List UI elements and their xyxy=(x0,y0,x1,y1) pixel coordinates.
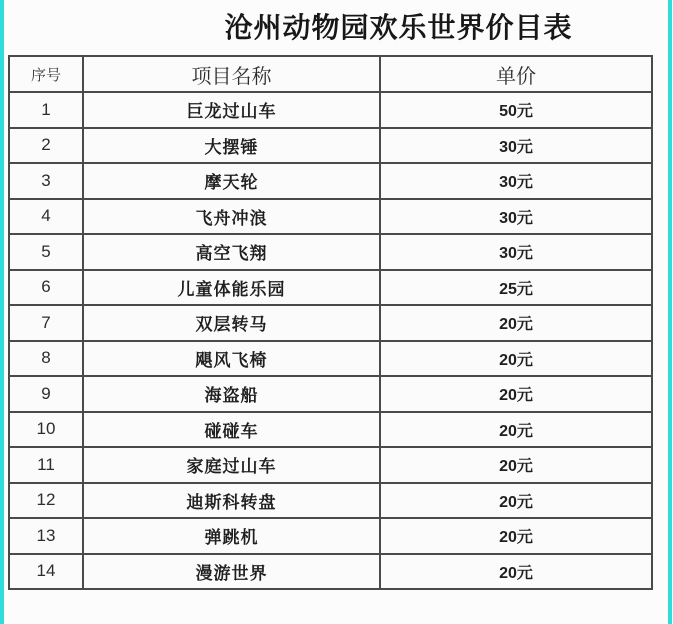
item-name-cell: 高空飞翔 xyxy=(83,234,380,270)
price-cell: 30元 xyxy=(380,163,652,199)
price-cell: 20元 xyxy=(380,483,652,519)
item-name-cell: 弹跳机 xyxy=(83,518,380,554)
table-row xyxy=(9,305,652,341)
item-name-cell: 家庭过山车 xyxy=(83,447,380,483)
item-name-cell: 巨龙过山车 xyxy=(83,92,380,128)
price-table-body xyxy=(9,92,652,589)
table-row xyxy=(9,92,652,128)
price-cell: 30元 xyxy=(380,199,652,235)
table-row xyxy=(9,376,652,412)
column-header-index: 序号 xyxy=(9,56,83,92)
row-index-cell: 4 xyxy=(9,199,83,235)
row-index-cell: 11 xyxy=(9,447,83,483)
item-name-cell: 碰碰车 xyxy=(83,412,380,448)
price-cell: 20元 xyxy=(380,412,652,448)
table-row xyxy=(9,270,652,306)
price-cell: 20元 xyxy=(380,554,652,590)
table-row xyxy=(9,341,652,377)
table-row xyxy=(9,199,652,235)
price-cell: 20元 xyxy=(380,447,652,483)
row-index-cell: 6 xyxy=(9,270,83,306)
item-name-cell: 双层转马 xyxy=(83,305,380,341)
table-row xyxy=(9,554,652,590)
table-row xyxy=(9,447,652,483)
price-cell: 50元 xyxy=(380,92,652,128)
row-index-cell: 1 xyxy=(9,92,83,128)
table-row xyxy=(9,483,652,519)
page-title: 沧州动物园欢乐世界价目表 xyxy=(224,12,573,43)
price-cell: 20元 xyxy=(380,518,652,554)
item-name-cell: 摩天轮 xyxy=(83,163,380,199)
row-index-cell: 10 xyxy=(9,412,83,448)
column-header-name: 项目名称 xyxy=(83,56,380,92)
table-row xyxy=(9,234,652,270)
table-row xyxy=(9,412,652,448)
price-cell: 30元 xyxy=(380,128,652,164)
title-container xyxy=(62,6,673,46)
row-index-cell: 12 xyxy=(9,483,83,519)
row-index-cell: 7 xyxy=(9,305,83,341)
left-frame-stripe xyxy=(0,0,4,624)
price-cell: 30元 xyxy=(380,234,652,270)
item-name-cell: 大摆锤 xyxy=(83,128,380,164)
right-frame-stripe xyxy=(668,0,672,624)
row-index-cell: 5 xyxy=(9,234,83,270)
price-cell: 20元 xyxy=(380,341,652,377)
price-table xyxy=(8,55,653,590)
item-name-cell: 飓风飞椅 xyxy=(83,341,380,377)
price-cell: 25元 xyxy=(380,270,652,306)
row-index-cell: 13 xyxy=(9,518,83,554)
item-name-cell: 飞舟冲浪 xyxy=(83,199,380,235)
item-name-cell: 儿童体能乐园 xyxy=(83,270,380,306)
table-row xyxy=(9,163,652,199)
item-name-cell: 漫游世界 xyxy=(83,554,380,590)
item-name-cell: 海盗船 xyxy=(83,376,380,412)
item-name-cell: 迪斯科转盘 xyxy=(83,483,380,519)
price-cell: 20元 xyxy=(380,376,652,412)
price-cell: 20元 xyxy=(380,305,652,341)
table-header-row xyxy=(9,56,652,92)
table-row xyxy=(9,128,652,164)
row-index-cell: 8 xyxy=(9,341,83,377)
row-index-cell: 2 xyxy=(9,128,83,164)
table-row xyxy=(9,518,652,554)
row-index-cell: 3 xyxy=(9,163,83,199)
row-index-cell: 14 xyxy=(9,554,83,590)
row-index-cell: 9 xyxy=(9,376,83,412)
column-header-price: 单价 xyxy=(380,56,652,92)
